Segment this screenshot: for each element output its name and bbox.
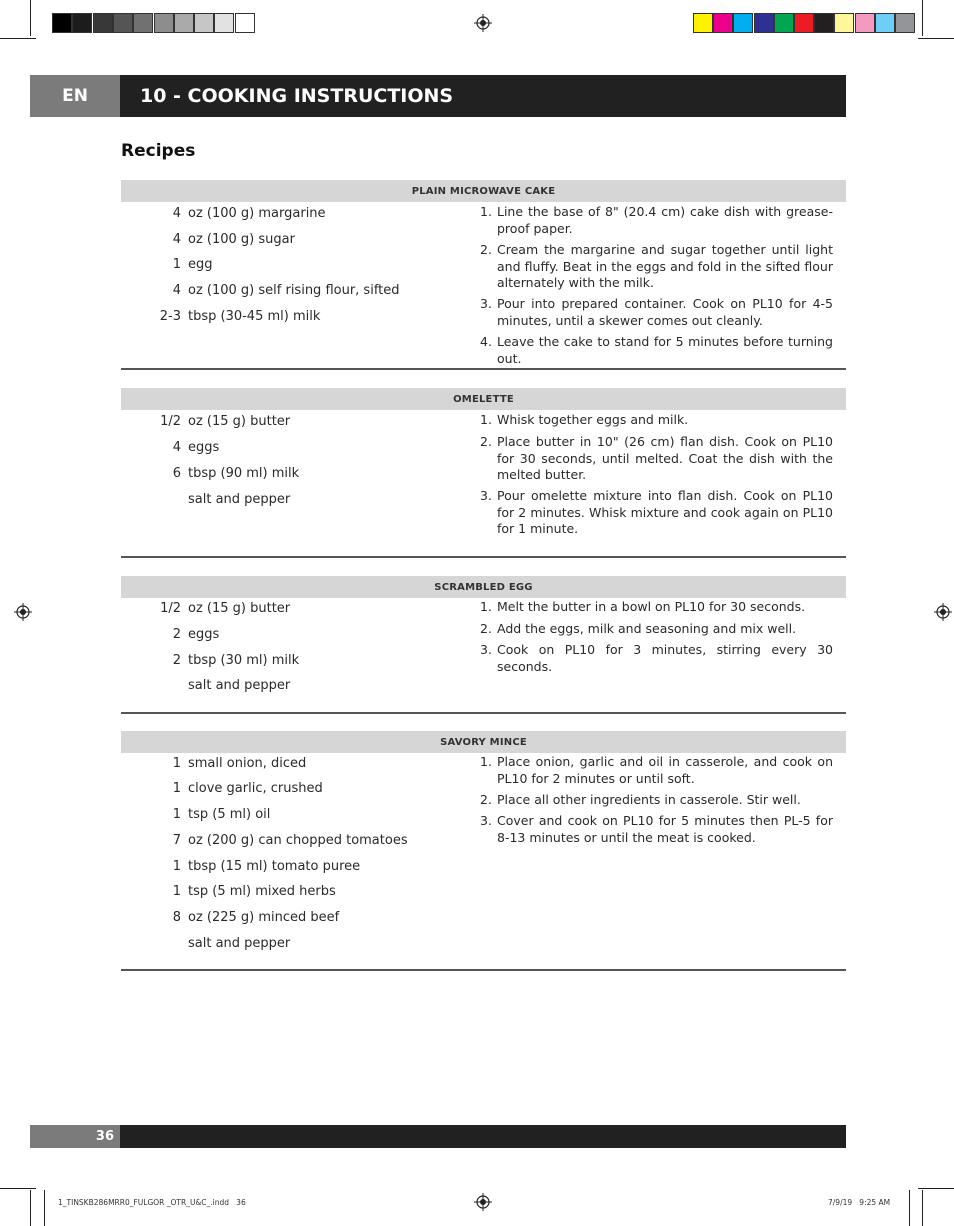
recipe-title: SAVORY MINCE <box>121 731 846 753</box>
method-step <box>480 621 833 638</box>
step-number: 3. <box>480 642 492 657</box>
method-step <box>480 204 833 237</box>
footer-date: 7/9/19 9:25 AM <box>828 1198 891 1207</box>
method-step <box>480 599 833 616</box>
ingredient-quantity: 2 <box>172 627 181 642</box>
color-swatch <box>693 13 713 33</box>
color-swatch <box>855 13 875 33</box>
step-number: 1. <box>480 204 492 219</box>
step-number: 1. <box>480 412 492 427</box>
ingredient-quantity: 2-3 <box>159 309 181 324</box>
ingredient-text: oz (200 g) can chopped tomatoes <box>188 833 408 848</box>
step-number: 2. <box>480 434 492 449</box>
chapter-title: 10 - COOKING INSTRUCTIONS <box>120 75 846 117</box>
ingredient-text: tbsp (90 ml) milk <box>188 466 300 481</box>
step-text: Melt the butter in a bowl on PL10 for 30 seconds. <box>497 599 806 614</box>
ingredient-text: tsp (5 ml) mixed herbs <box>188 884 336 899</box>
crop-mark <box>922 1190 923 1226</box>
registration-mark-icon <box>474 14 492 32</box>
recipe-block <box>121 731 846 971</box>
step-number: 3. <box>480 296 492 311</box>
gray-swatch <box>154 13 174 33</box>
step-text: Cream the margarine and sugar together until light and fluffy. Beat in the eggs and fold in the sifted flour alternately with the milk. <box>497 242 833 290</box>
step-text: Leave the cake to stand for 5 minutes before turning out. <box>497 334 833 366</box>
step-text: Cook on PL10 for 3 minutes, stirring every 30 seconds. <box>497 642 833 674</box>
language-tab: EN <box>30 75 120 117</box>
recipe-title: SCRAMBLED EGG <box>121 576 846 598</box>
ingredient-quantity: 4 <box>172 206 181 221</box>
ingredient-text: oz (225 g) minced beef <box>188 910 340 925</box>
gray-swatch <box>72 13 92 33</box>
ingredient-text: eggs <box>188 627 220 642</box>
step-text: Whisk together eggs and milk. <box>497 412 689 427</box>
ingredient-text: tbsp (30 ml) milk <box>188 653 300 668</box>
section-title: Recipes <box>121 141 196 161</box>
crop-mark <box>918 38 954 39</box>
ingredient-quantity: 1 <box>172 884 181 899</box>
ingredient-text: clove garlic, crushed <box>188 781 323 796</box>
crop-mark <box>922 0 923 36</box>
method-step <box>480 642 833 675</box>
ingredient-text: tbsp (30-45 ml) milk <box>188 309 321 324</box>
step-text: Add the eggs, milk and seasoning and mix well. <box>497 621 797 636</box>
recipe-block <box>121 388 846 558</box>
ingredient-quantity: 1 <box>172 807 181 822</box>
recipe-block <box>121 576 846 714</box>
ingredient-text: egg <box>188 257 213 272</box>
registration-mark-icon <box>474 1193 492 1211</box>
color-swatch <box>814 13 834 33</box>
step-text: Cover and cook on PL10 for 5 minutes then PL-5 for 8-13 minutes or until the meat is cooked. <box>497 813 833 845</box>
gray-swatch <box>113 13 133 33</box>
gray-swatch <box>133 13 153 33</box>
method-step <box>480 488 833 538</box>
ingredient-text: oz (100 g) sugar <box>188 232 295 247</box>
step-text: Pour omelette mixture into flan dish. Cook on PL10 for 2 minutes. Whisk mixture and cook again on PL10 for 1 minute. <box>497 488 833 536</box>
footer-bar <box>120 1125 846 1148</box>
crop-mark <box>0 38 36 39</box>
registration-mark-icon <box>934 603 952 621</box>
ingredient-quantity: 1 <box>172 859 181 874</box>
crop-mark <box>30 1190 31 1226</box>
method-step <box>480 434 833 484</box>
step-number: 2. <box>480 792 492 807</box>
color-swatch <box>834 13 854 33</box>
ingredient-text: eggs <box>188 440 220 455</box>
page-number: 36 <box>30 1125 120 1148</box>
ingredient-quantity: 4 <box>172 440 181 455</box>
gray-swatch <box>52 13 72 33</box>
recipe-block <box>121 180 846 370</box>
method-step <box>480 754 833 787</box>
gray-swatch <box>235 13 255 33</box>
gray-swatch <box>194 13 214 33</box>
ingredient-quantity: 2 <box>172 653 181 668</box>
step-text: Place all other ingredients in casserole. Stir well. <box>497 792 801 807</box>
step-number: 2. <box>480 621 492 636</box>
color-swatch <box>794 13 814 33</box>
step-text: Place onion, garlic and oil in casserole, and cook on PL10 for 2 minutes or until soft. <box>497 754 833 786</box>
ingredient-text: small onion, diced <box>188 756 307 771</box>
step-number: 2. <box>480 242 492 257</box>
ingredient-text: oz (15 g) butter <box>188 601 291 616</box>
method-step <box>480 242 833 292</box>
method-step <box>480 296 833 329</box>
recipe-body <box>121 410 846 556</box>
ingredient-quantity: 4 <box>172 232 181 247</box>
step-number: 1. <box>480 599 492 614</box>
recipe-body <box>121 753 846 969</box>
ingredient-quantity: 6 <box>172 466 181 481</box>
ingredient-text: oz (15 g) butter <box>188 414 291 429</box>
gray-swatch <box>174 13 194 33</box>
recipe-body <box>121 202 846 368</box>
color-swatch <box>733 13 753 33</box>
recipe-title: OMELETTE <box>121 388 846 410</box>
ingredient-quantity: 1/2 <box>160 601 181 616</box>
color-swatch <box>875 13 895 33</box>
ingredient-quantity: 7 <box>172 833 181 848</box>
footer-file-name: 1_TINSKB286MRR0_FULGOR _OTR_U&C_.indd 36 <box>58 1198 246 1207</box>
ingredient-text: salt and pepper <box>188 936 291 951</box>
gray-swatch <box>214 13 234 33</box>
step-text: Line the base of 8" (20.4 cm) cake dish with grease-proof paper. <box>497 204 833 236</box>
gray-swatch <box>93 13 113 33</box>
step-number: 1. <box>480 754 492 769</box>
crop-mark <box>909 1190 910 1226</box>
ingredient-quantity: 1 <box>172 756 181 771</box>
crop-mark <box>918 1188 954 1189</box>
method-step <box>480 792 833 809</box>
crop-mark <box>30 0 31 36</box>
color-swatch <box>754 13 774 33</box>
ingredient-text: tbsp (15 ml) tomato puree <box>188 859 361 874</box>
ingredient-text: oz (100 g) margarine <box>188 206 326 221</box>
recipe-body <box>121 598 846 712</box>
step-text: Pour into prepared container. Cook on PL10 for 4-5 minutes, until a skewer comes out cleanly. <box>497 296 833 328</box>
step-number: 4. <box>480 334 492 349</box>
color-swatch <box>895 13 915 33</box>
recipe-title: PLAIN MICROWAVE CAKE <box>121 180 846 202</box>
crop-mark <box>44 1190 45 1226</box>
step-text: Place butter in 10" (26 cm) flan dish. Cook on PL10 for 30 seconds, until melted. Coat the dish with the melted butter. <box>497 434 833 482</box>
ingredient-quantity: 8 <box>172 910 181 925</box>
color-swatch <box>713 13 733 33</box>
ingredient-quantity: 1/2 <box>160 414 181 429</box>
ingredient-quantity: 4 <box>172 283 181 298</box>
ingredient-text: tsp (5 ml) oil <box>188 807 271 822</box>
ingredient-quantity: 1 <box>172 257 181 272</box>
ingredient-text: salt and pepper <box>188 678 291 693</box>
step-number: 3. <box>480 813 492 828</box>
method-step <box>480 412 833 429</box>
method-step <box>480 813 833 846</box>
ingredient-text: oz (100 g) self rising flour, sifted <box>188 283 400 298</box>
ingredient-quantity: 1 <box>172 781 181 796</box>
crop-mark <box>0 1188 36 1189</box>
registration-mark-icon <box>14 603 32 621</box>
step-number: 3. <box>480 488 492 503</box>
ingredient-text: salt and pepper <box>188 492 291 507</box>
color-swatch <box>774 13 794 33</box>
method-step <box>480 334 833 367</box>
